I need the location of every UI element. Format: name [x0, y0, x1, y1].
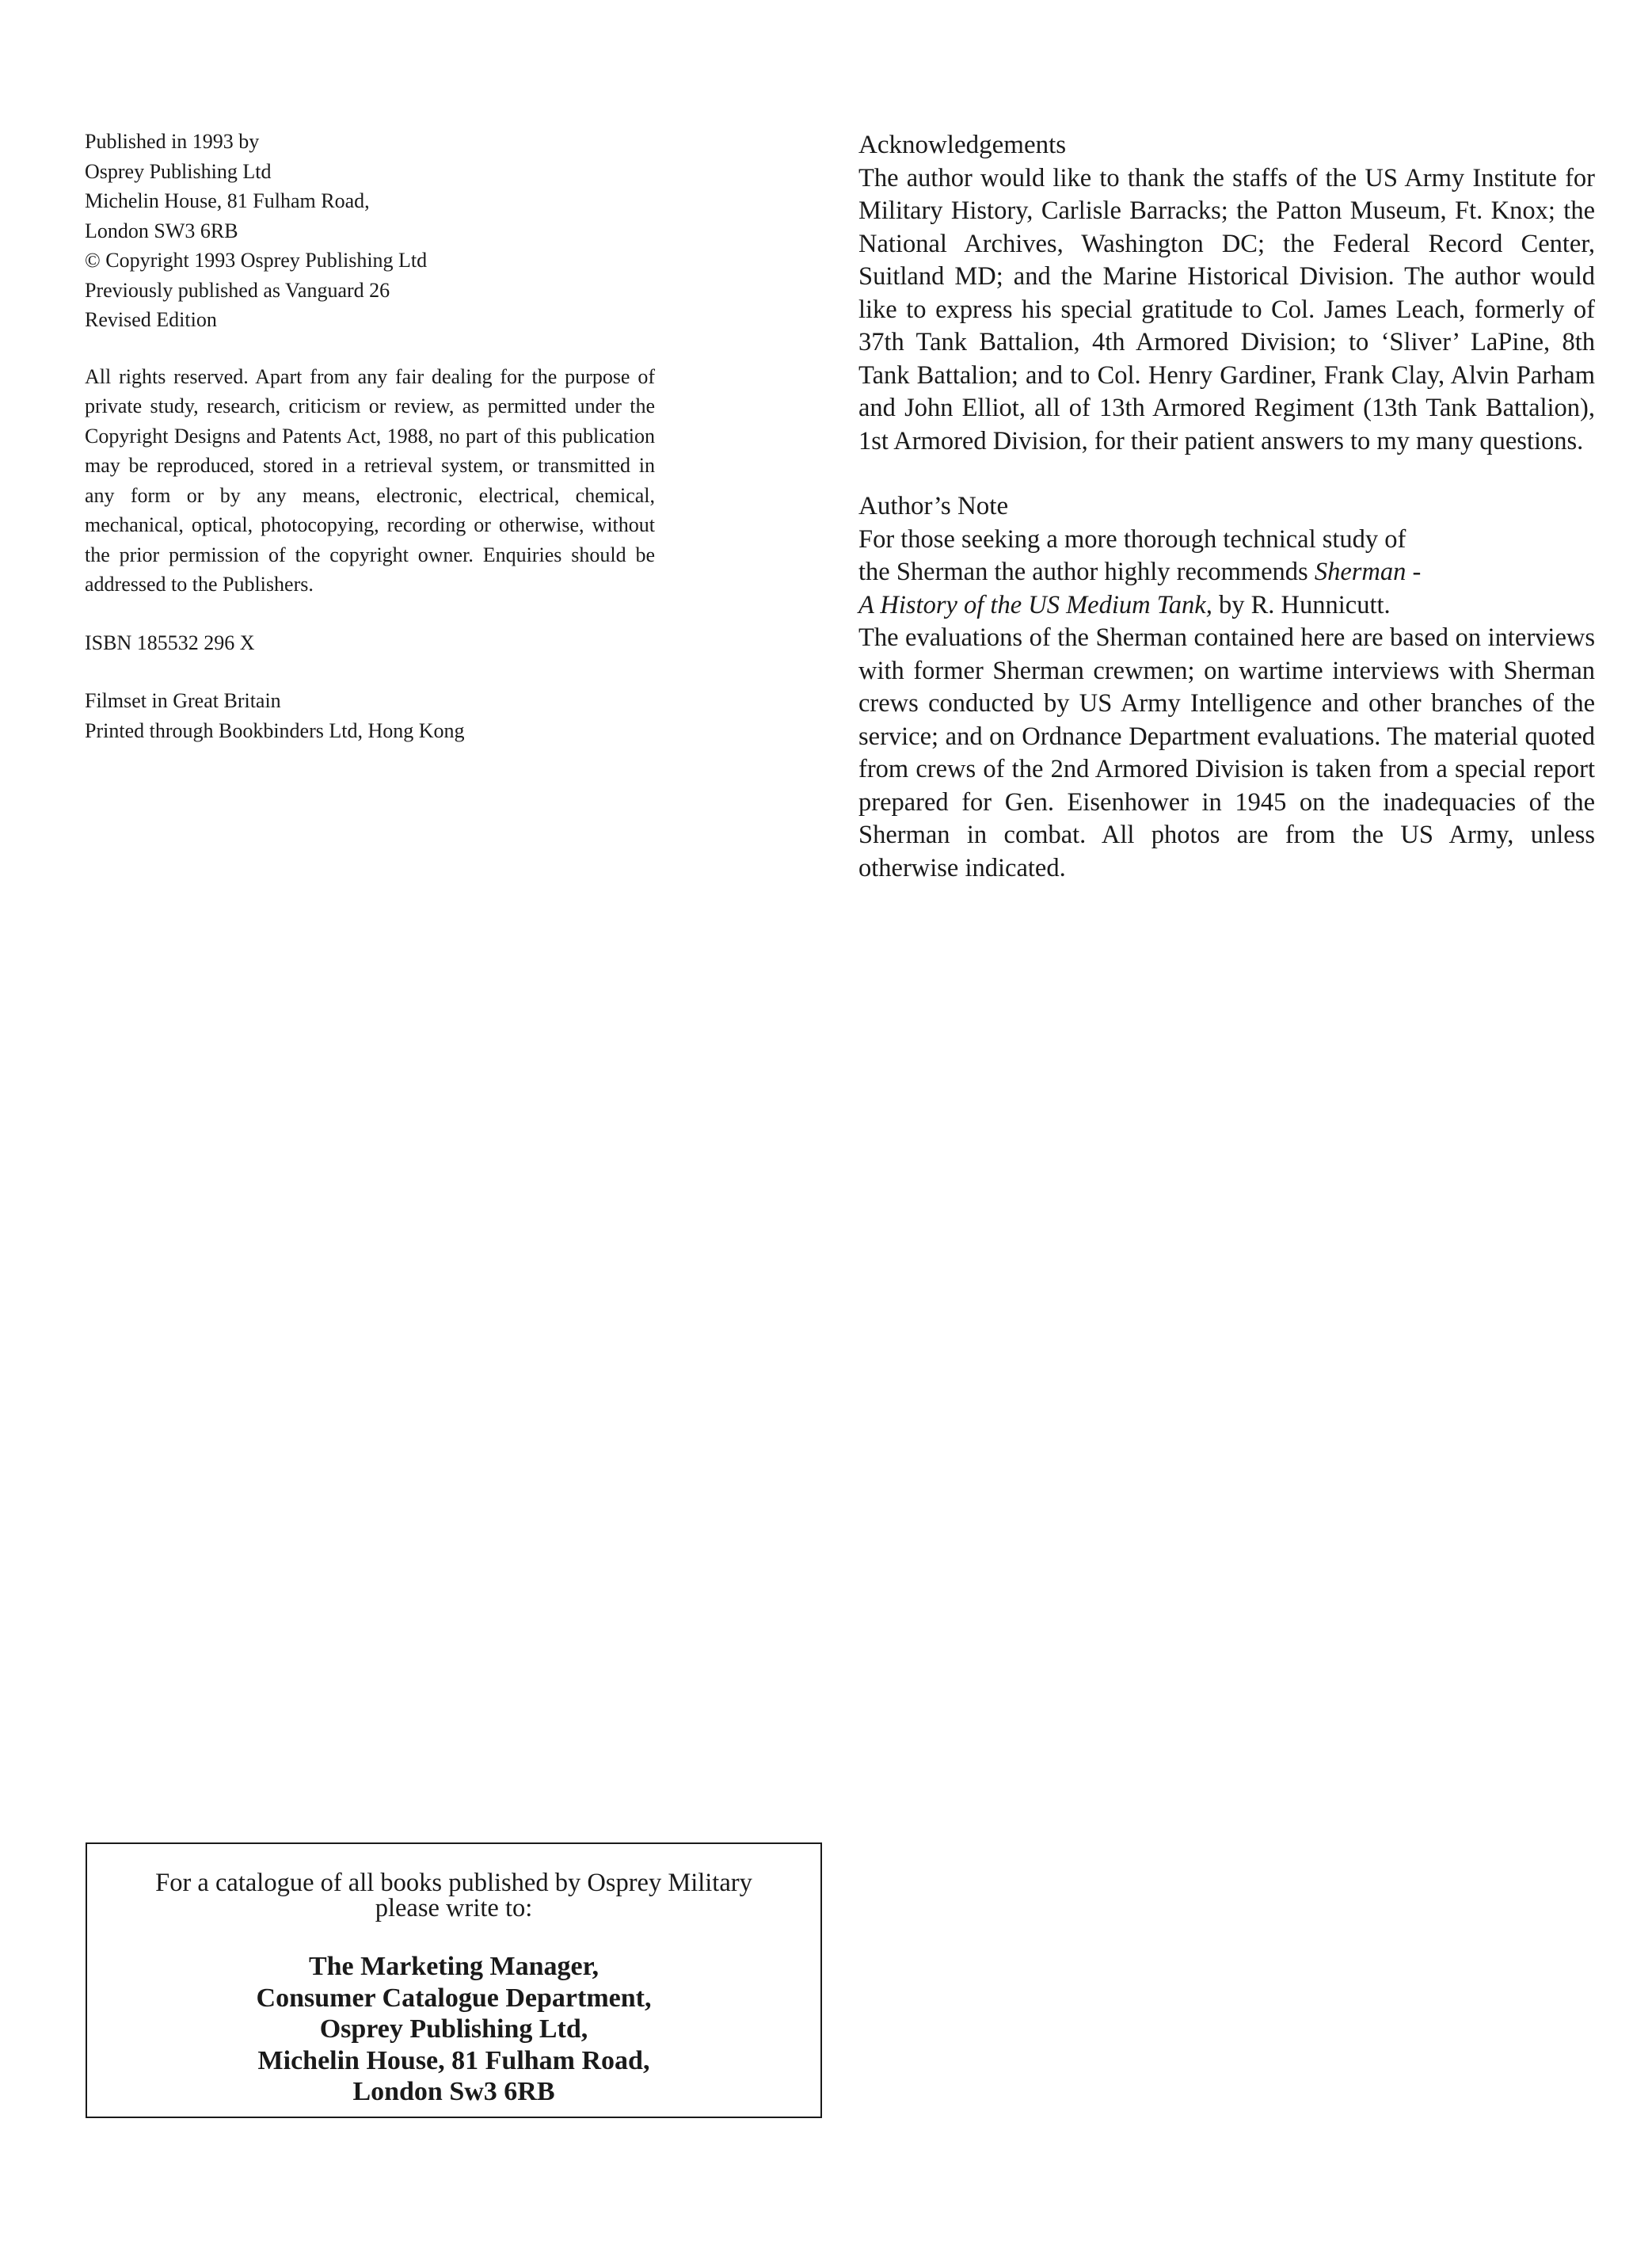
publication-line: London SW3 6RB	[85, 219, 238, 242]
address-line: Michelin House, 81 Fulham Road,	[257, 2045, 650, 2075]
note-line	[858, 589, 1595, 623]
catalogue-intro-line: For a catalogue of all books published by Osprey Military	[155, 1869, 752, 1897]
publisher-info	[85, 127, 671, 335]
notes-column	[858, 129, 1595, 885]
address-line: The Marketing Manager,	[308, 1952, 600, 1981]
note-text: by R. Hunnicutt.	[1212, 590, 1391, 619]
note-text: the Sherman the author highly recommends	[858, 558, 1315, 586]
publication-line: Previously published as Vanguard 26	[85, 278, 390, 302]
address-line: Consumer Catalogue Department,	[256, 1983, 652, 2013]
note-line: For those seeking a more thorough technical study of	[858, 524, 1406, 554]
publication-line: Michelin House, 81 Fulham Road,	[85, 189, 370, 212]
book-title: Sherman -	[1314, 558, 1422, 586]
catalogue-intro	[87, 1870, 820, 1921]
publication-line: Revised Edition	[85, 308, 217, 331]
publication-line: Osprey Publishing Ltd	[85, 159, 272, 183]
book-subtitle: A History of the US Medium Tank,	[858, 590, 1212, 619]
acknowledgements-body: The author would like to thank the staffs of the US Army Institute for Military History, Carlisle Barracks; the Patton Museum, Ft. Knox; the National Archives, Washington DC; the Federal Record Center, Suitland MD; and the Marine Historical Division. The author would like to express his special gratitude to Col. James Leach, formerly of 37th Tank Battalion, 4th Armored Division; to ‘Sliver’ LaPine, 8th Tank Battalion; and to Col. Henry Gardiner, Frank Clay, Alvin Parham and John Elliot, all of 13th Armored Regiment (13th Tank Battalion), 1st Armored Division, for their patient answers to my many questions.	[858, 163, 1595, 455]
note-line	[858, 556, 1595, 589]
rights-statement: All rights reserved. Apart from any fair dealing for the purpose of private study, research, criticism or review, as permitted under the Copyright Designs and Patents Act, 1988, no part of this publication may be reproduced, stored in a retrieval system, or transmitted in any form or by any means, electronic, electrical, chemical, mechanical, optical, photocopying, recording or otherwise, without the prior permission of the copyright owner. Enquiries should be addressed to the Publishers.	[85, 364, 655, 596]
filmset-line: Filmset in Great Britain	[85, 689, 281, 712]
catalogue-box	[86, 1842, 822, 2118]
publication-line: © Copyright 1993 Osprey Publishing Ltd	[85, 249, 428, 272]
address-line: Osprey Publishing Ltd,	[319, 2014, 588, 2044]
authors-note-body: The evaluations of the Sherman contained here are based on interviews with former Sherman crewmen; on wartime interviews with Sherman crews conducted by US Army Intelligence and other branches of the service; and on Ordnance Department evaluations. The material quoted from crews of the 2nd Armored Division is taken from a special report prepared for Gen. Eisenhower in 1945 on the inadequacies of the Sherman in combat. All photos are from the US Army, unless otherwise indicated.	[858, 623, 1595, 882]
address-line: London Sw3 6RB	[352, 2077, 555, 2106]
acknowledgements-heading: Acknowledgements	[858, 131, 1067, 159]
catalogue-intro-line: please write to:	[375, 1894, 533, 1922]
publication-line: Published in 1993 by	[85, 130, 260, 153]
authors-note-heading: Author’s Note	[858, 492, 1009, 520]
publication-details	[85, 127, 671, 745]
printed-line: Printed through Bookbinders Ltd, Hong Kong	[85, 718, 465, 742]
isbn: ISBN 185532 296 X	[85, 631, 255, 654]
authors-note-recommendation	[858, 524, 1595, 623]
catalogue-address	[87, 1951, 820, 2108]
